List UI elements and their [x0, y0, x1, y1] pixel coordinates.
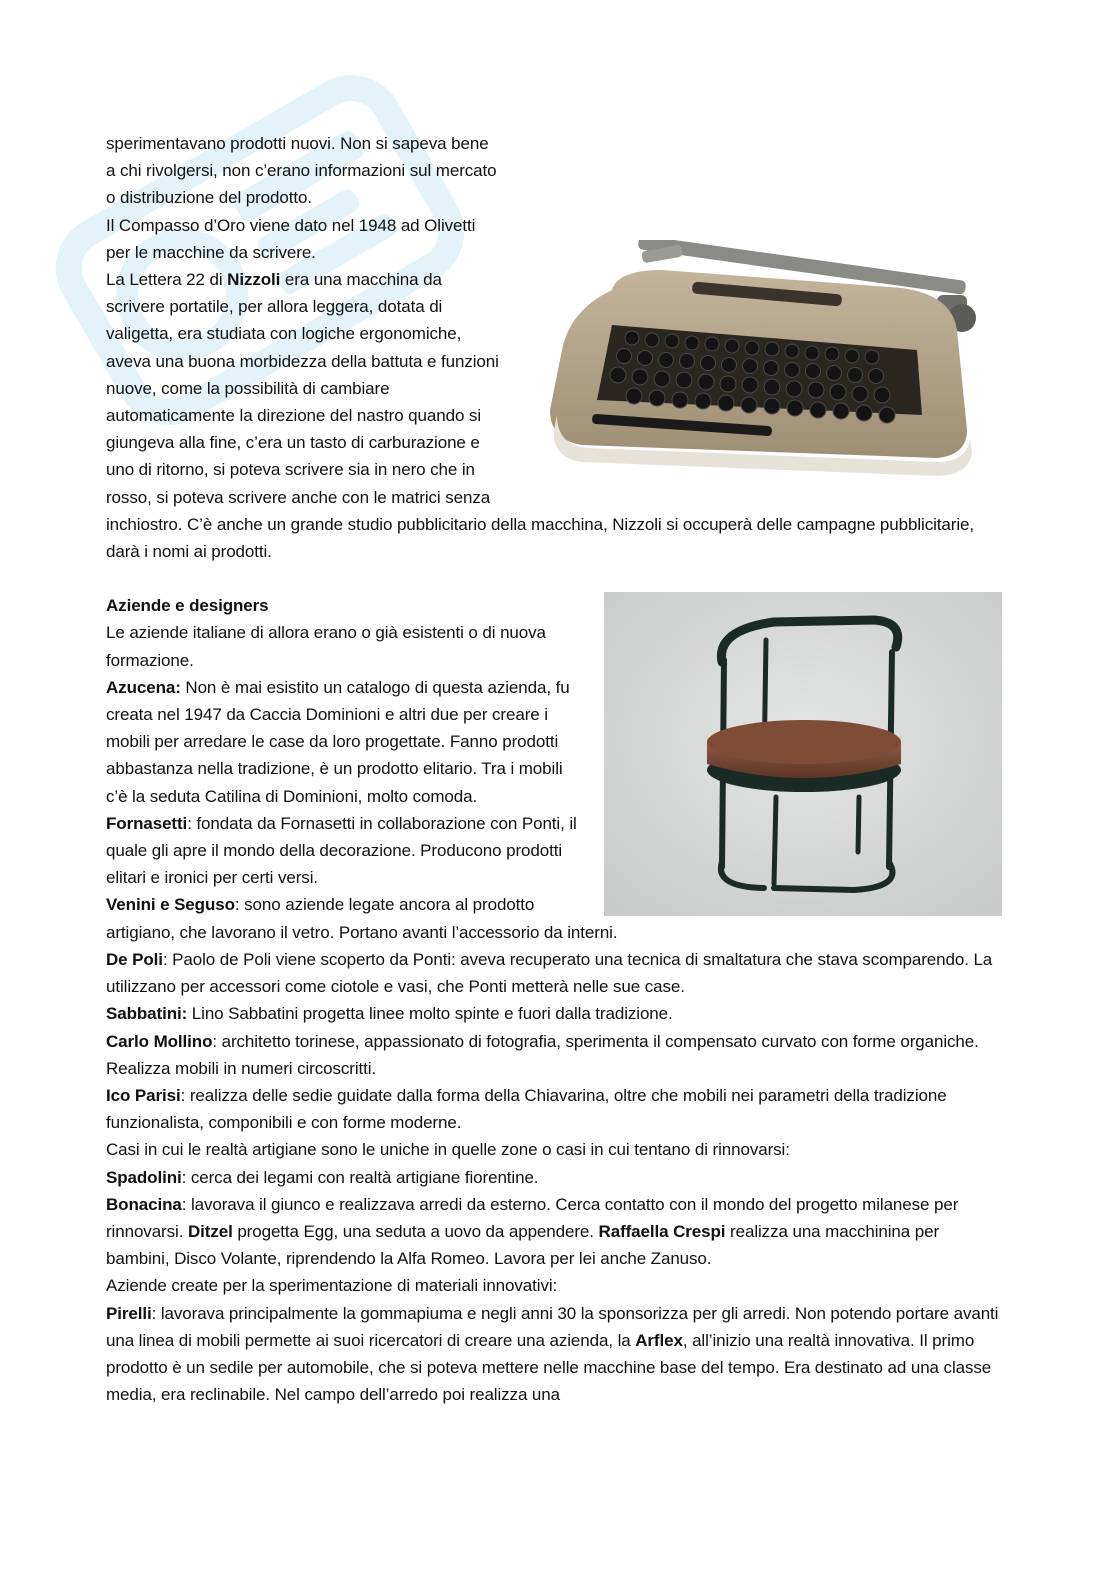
company-name: Ico Parisi: [106, 1085, 181, 1105]
chair-image: [604, 592, 1002, 916]
company-name: Azucena:: [106, 677, 181, 697]
company-name: Bonacina: [106, 1194, 182, 1214]
company-entry: Fornasetti: fondata da Fornasetti in collaborazione con Ponti, il quale gli apre il mondo della decorazione. Producono prodotti elitari e ironici per certi versi.: [106, 813, 577, 888]
typewriter-image: [542, 240, 1012, 490]
company-name: De Poli: [106, 949, 163, 969]
company-name: Fornasetti: [106, 813, 188, 833]
company-entry: Venini e Seguso: sono aziende legate ancora al prodotto artigiano, che lavorano il vetro. Portano avanti l’accessorio da interni.: [106, 895, 618, 942]
section-heading: Aziende e designers: [106, 596, 269, 616]
section-lead: Le aziende italiane di allora erano o già esistenti o di nuova formazione.: [106, 623, 546, 670]
designer-name: Nizzoli: [227, 270, 281, 290]
artisan-intro: Casi in cui le realtà artigiane sono le uniche in quelle zone o casi in cui tentano di rinnovarsi:: [106, 1140, 790, 1160]
intro-paragraph-3: La Lettera 22 di Nizzoli era una macchina da scrivere portatile, per allora leggera, dotata di valigetta, era studiata con logiche ergonomiche, aveva una buona morbidezza della battuta e funzioni nuove, come la possibilità di cambiare automaticamente la direzione del nastro quando si giungeva alla fine, c’era un tasto di carburazione e uno di ritorno, si poteva scrivere sia in nero che in rosso, si poteva scrivere anche con le matrici senza inchiostro. C’è anche un grande studio pubblicitario della macchina, Nizzoli si occuperà delle campagne pubblicitarie, darà i nomi ai prodotti.: [106, 270, 974, 562]
company-name: Venini e Seguso: [106, 895, 235, 915]
company-entry-bonacina: Bonacina: lavorava il giunco e realizzava arredi da esterno. Cerca contatto con il mondo del progetto milanese per rinnovarsi. Ditzel progetta Egg, una seduta a uovo da appendere. Raffaella Crespi realizza una macchinina per bambini, Disco Volante, riprendendo la Alfa Romeo. Lavora per lei anche Zanuso.: [106, 1194, 959, 1269]
intro-paragraph-2: Il Compasso d’Oro viene dato nel 1948 ad Olivetti per le macchine da scrivere.: [106, 215, 476, 262]
company-name: Pirelli: [106, 1303, 152, 1323]
intro-paragraph-1: sperimentavano prodotti nuovi. Non si sapeva bene a chi rivolgersi, non c’erano informazioni sul mercato o distribuzione del prodotto.: [106, 134, 497, 208]
company-entry: Carlo Mollino: architetto torinese, appassionato di fotografia, sperimenta il compensato curvato con forme organiche. Realizza mobili in numeri circoscritti.: [106, 1031, 979, 1078]
company-entry: Sabbatini: Lino Sabbatini progetta linee molto spinte e fuori dalla tradizione.: [106, 1004, 673, 1024]
company-entry: De Poli: Paolo de Poli viene scoperto da Ponti: aveva recuperato una tecnica di smaltatura che stava scomparendo. La utilizzano per accessori come ciotole e vasi, che Ponti metterà nelle sue case.: [106, 949, 993, 997]
company-entry: Ico Parisi: realizza delle sedie guidate dalla forma della Chiavarina, oltre che mobili nei parametri della tradizione funzionalista, componibili e con forme moderne.: [106, 1085, 947, 1133]
materials-intro: Aziende create per la sperimentazione di materiali innovativi:: [106, 1276, 558, 1296]
company-entry-spadolini: Spadolini: cerca dei legami con realtà artigiane fiorentine.: [106, 1167, 539, 1187]
company-name: Carlo Mollino: [106, 1031, 213, 1051]
catilina-chair-icon: [604, 592, 1002, 916]
company-entry: Azucena: Non è mai esistito un catalogo di questa azienda, fu creata nel 1947 da Caccia Dominioni e altri due per creare i mobili per arredare le case da loro progettate. Fanno prodotti abbastanza nella tradizione, è un prodotto elitario. Tra i mobili c’è la seduta Catilina di Dominioni, molto comoda.: [106, 677, 570, 806]
designer-name: Ditzel: [187, 1221, 233, 1241]
company-name: Arflex: [635, 1330, 683, 1350]
company-name: Spadolini: [106, 1167, 182, 1187]
olivetti-lettera-22-icon: [542, 240, 1012, 490]
company-entry-pirelli: Pirelli: lavorava principalmente la gommapiuma e negli anni 30 la sponsorizza per gli arredi. Non potendo portare avanti una linea di mobili permette ai suoi ricercatori di creare una azienda, la Arflex, all’inizio una realtà innovativa. Il primo prodotto è un sedile per automobile, che si poteva mettere nelle macchine base del tempo. Era destinato ad una classe media, era reclinabile. Nel campo dell’arredo poi realizza una: [106, 1303, 999, 1405]
designer-name: Raffaella Crespi: [598, 1221, 726, 1241]
document-body: [106, 130, 1006, 1408]
company-name: Sabbatini:: [106, 1004, 188, 1024]
